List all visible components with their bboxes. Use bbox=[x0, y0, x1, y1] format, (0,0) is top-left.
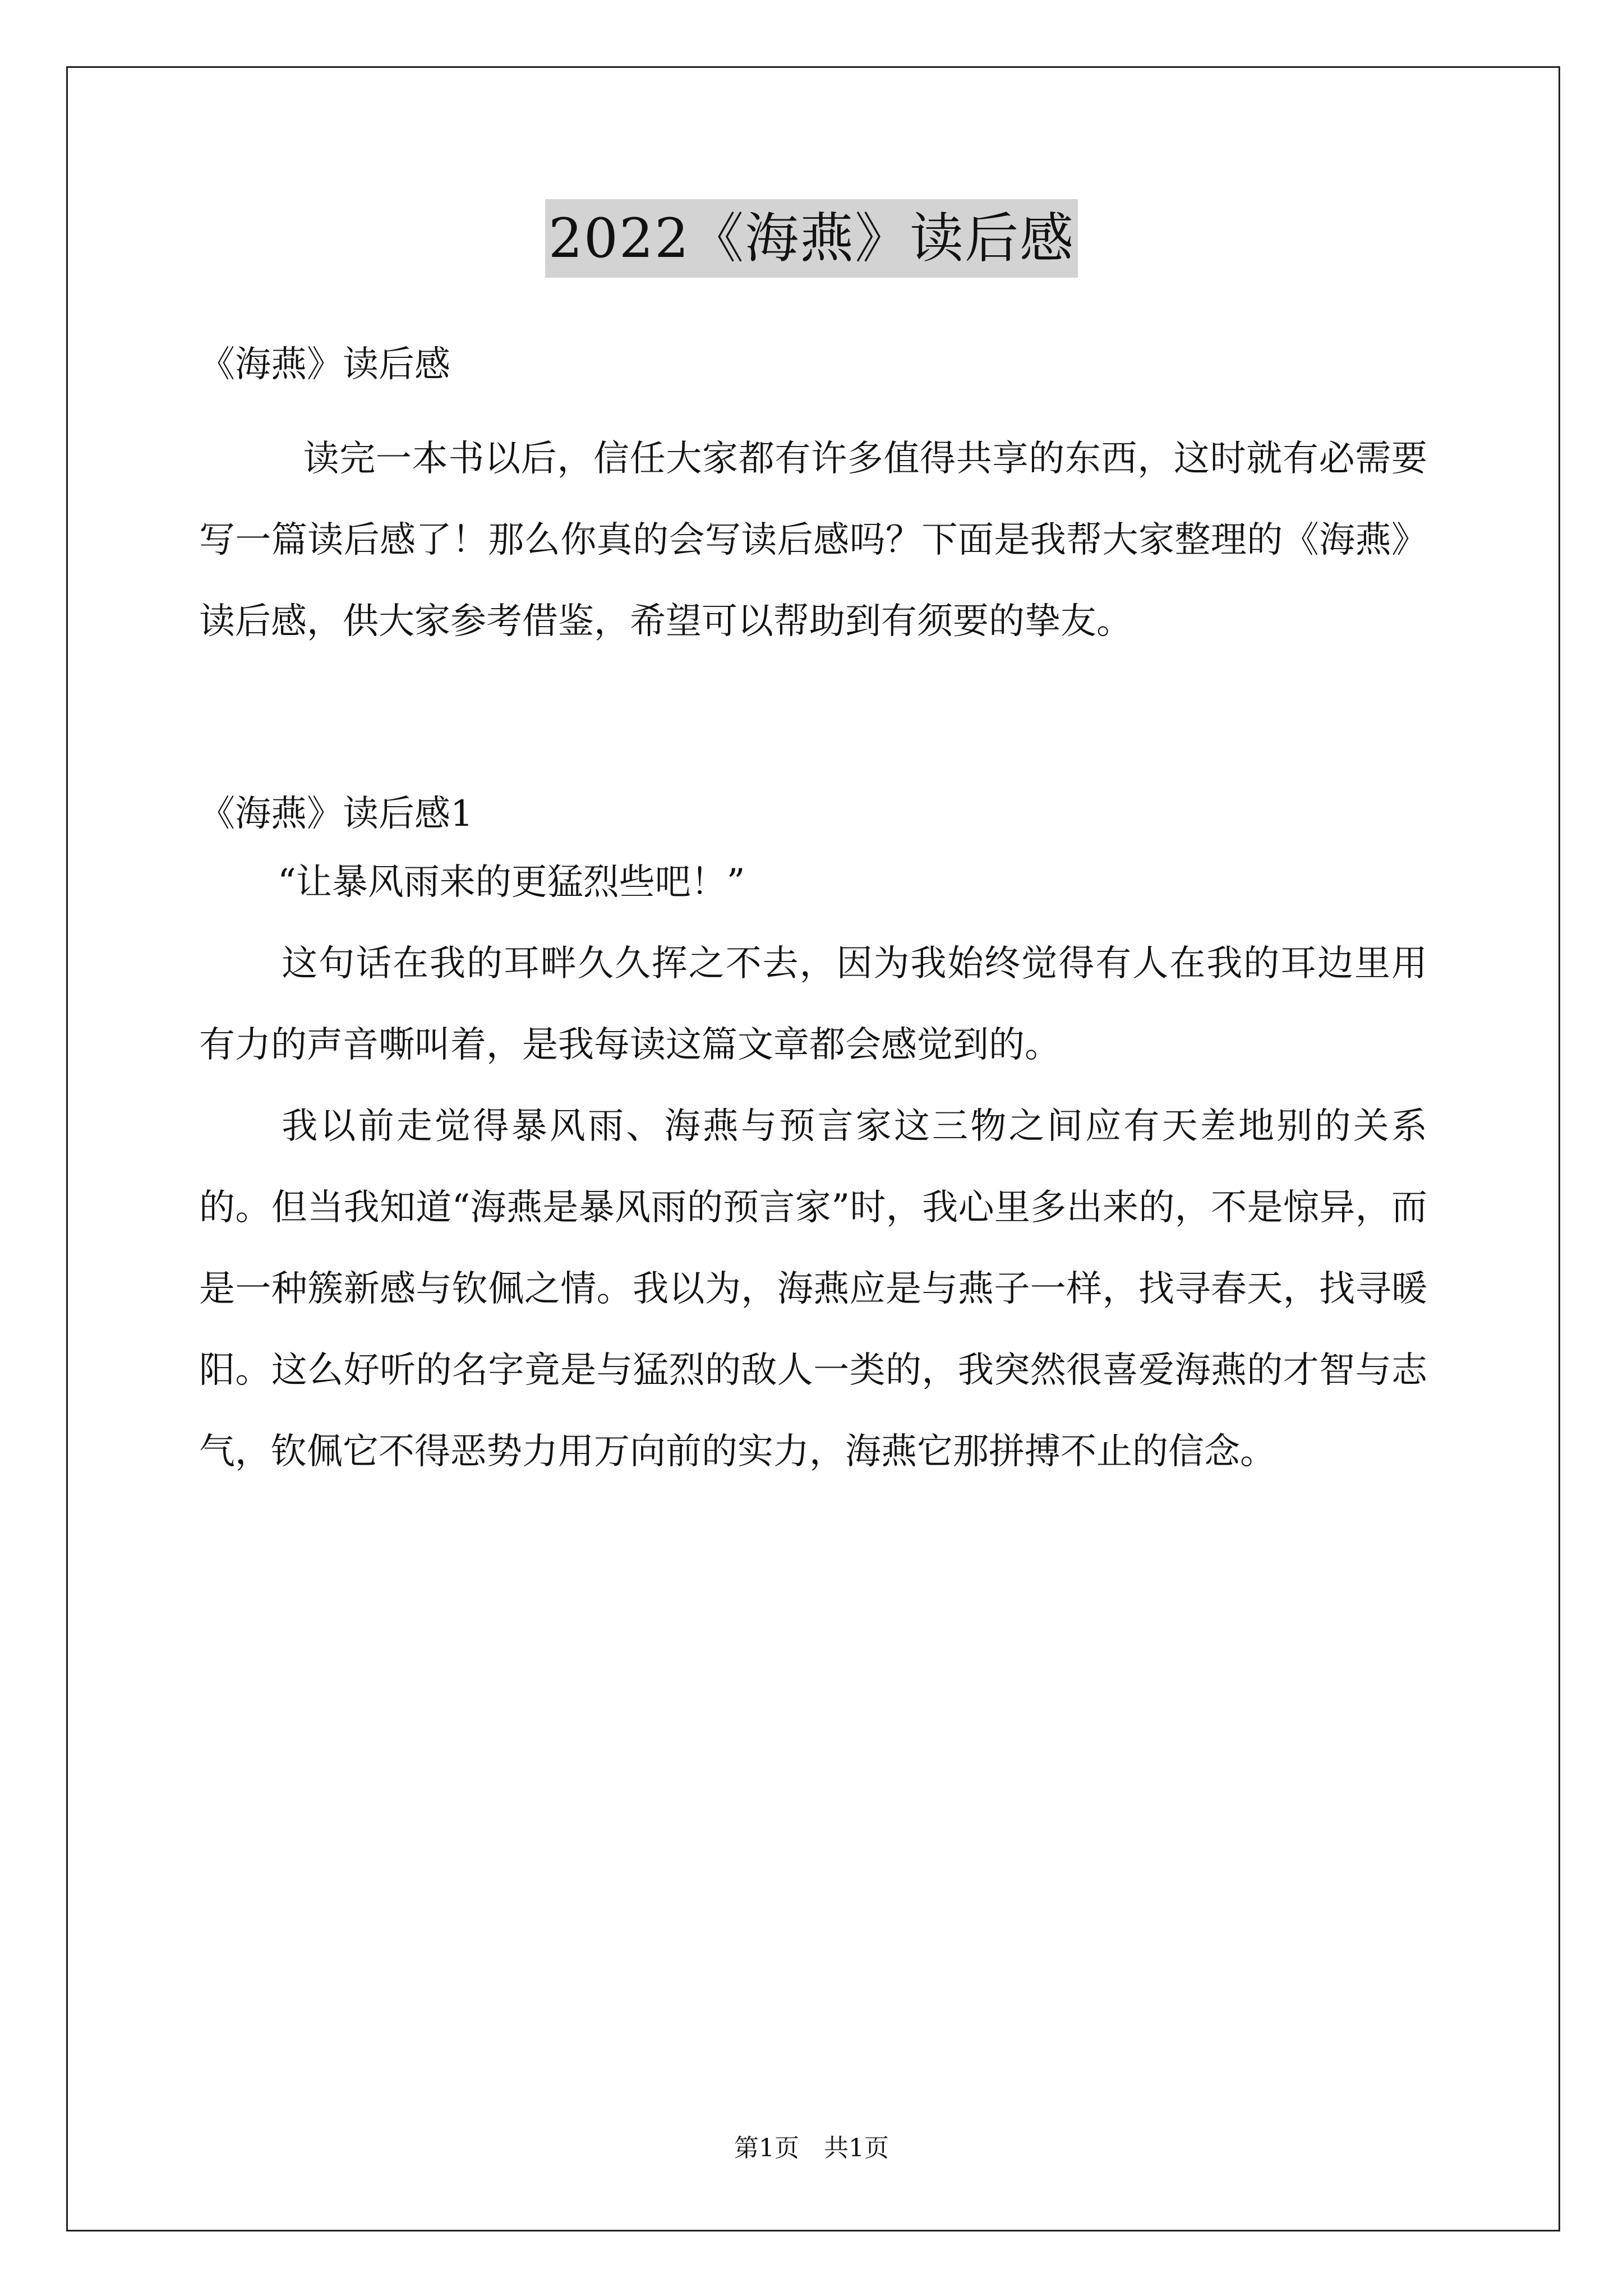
section-1-heading: 《海燕》读后感1 bbox=[199, 793, 473, 835]
document-body bbox=[199, 337, 1427, 1493]
document-title: 2022《海燕》读后感 bbox=[545, 199, 1078, 278]
page-number-current: 第1页 bbox=[734, 2134, 799, 2162]
title-container bbox=[0, 199, 1623, 278]
document-subheading: 《海燕》读后感 bbox=[199, 344, 450, 385]
intro-paragraph: 读完一本书以后，信任大家都有许多值得共享的东西，这时就有必需要写一篇读后感了！那么你真的会写读后感吗？下面是我帮大家整理的《海燕》读后感，供大家参考借鉴，希望可以帮助到有须要的挚友。 bbox=[199, 438, 1427, 642]
page-footer bbox=[0, 2132, 1623, 2165]
page-number-total: 共1页 bbox=[824, 2134, 889, 2162]
section-1-paragraph-1: 这句话在我的耳畔久久挥之不去，因为我始终觉得有人在我的耳边里用有力的声音嘶叫着，是我每读这篇文章都会感觉到的。 bbox=[199, 943, 1427, 1066]
section-1-quote: “让暴风雨来的更猛烈些吧！” bbox=[278, 862, 745, 903]
section-1-paragraph-2: 我以前走觉得暴风雨、海燕与预言家这三物之间应有天差地别的关系的。但当我知道“海燕是暴风雨的预言家”时，我心里多出来的，不是惊异，而是一种簇新感与钦佩之情。我以为，海燕应是与燕子一样，找寻春天，找寻暖阳。这么好听的名字竟是与猛烈的敌人一类的，我突然很喜爱海燕的才智与志气，钦佩它不得恶势力用万向前的实力，海燕它那拼搏不止的信念。 bbox=[199, 1106, 1427, 1473]
